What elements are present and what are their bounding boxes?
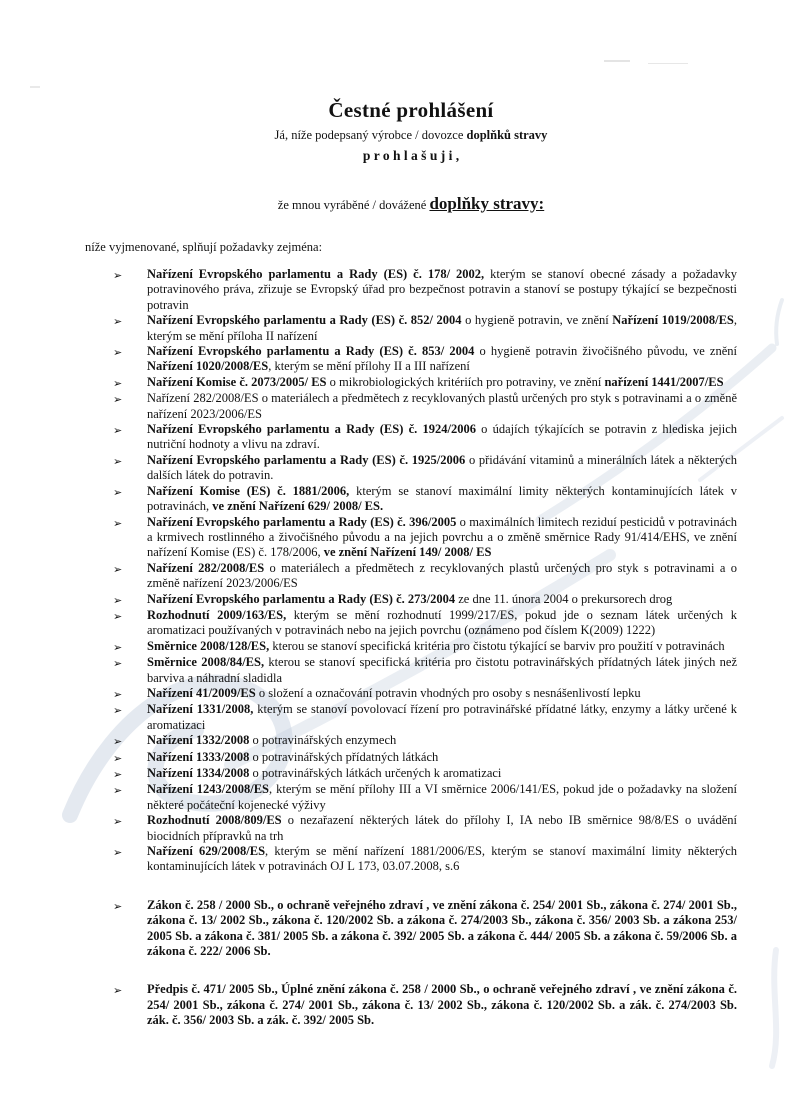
list-item-text: Nařízení Evropského parlamentu a Rady (ES) č. 852/ 2004 o hygieně potravin, ve znění Nařízení 1019/2008/ES, kterým se mění příloha II nařízení [147, 313, 738, 343]
list-item-text: Nařízení Komise č. 2073/2005/ ES o mikrobiologických kritériích pro potraviny, ve znění nařízení 1441/2007/ES [147, 374, 724, 389]
list-item [113, 702, 737, 733]
subject-prefix: že mnou vyráběné / dovážené [277, 198, 430, 212]
page-title: Čestné prohlášení [328, 98, 494, 122]
arrow-bullet-icon: ➢ [113, 846, 123, 860]
arrow-bullet-icon: ➢ [113, 269, 123, 282]
list-item-text: Nařízení Evropského parlamentu a Rady (ES) č. 178/ 2002, kterým se stanoví obecné zásady a požadavky potravinového práva, zřizuje se Evropský úřad pro bezpečnost potravin a stanoví se postupy týkající se bezpečnosti potravin [147, 267, 737, 312]
arrow-bullet-icon: ➢ [113, 376, 123, 390]
arrow-bullet-icon: ➢ [113, 657, 123, 671]
list-item-text: Nařízení 282/2008/ES o materiálech a předmětech z recyklovaných plastů určených pro styk s potravinami a o změně nařízení 2023/2006/ES [147, 560, 737, 591]
intro-emphasis: doplňků stravy [466, 128, 548, 142]
list-item-text: Nařízení Evropského parlamentu a Rady (ES) č. 273/2004 ze dne 11. února 2004 o prekursorech drog [147, 591, 673, 606]
arrow-bullet-icon: ➢ [113, 454, 123, 468]
list-item-text: Zákon č. 258 / 2000 Sb., o ochraně veřejného zdraví , ve znění zákona č. 254/ 2001 Sb., zákona č. 274/ 2001 Sb., zákona č. 13/ 2002 Sb., zákona č. 120/2002 Sb. a zákona č. 274/2003 Sb., zákona č. 356/ 2003 Sb. a zákona 253/ 2005 Sb. a zákona č. 381/ 2005 Sb. a zákona č. 392/ 2005 Sb. a zákona č. 444/ 2005 Sb. a zákona č. 59/2006 Sb. a zákona č. 222/ 2006 Sb. [147, 897, 737, 959]
list-item [113, 639, 737, 655]
list-item [113, 484, 737, 515]
list-item-text: Nařízení 1332/2008 o potravinářských enzymech [147, 733, 397, 748]
arrow-bullet-icon: ➢ [113, 593, 123, 607]
subject-line [85, 194, 737, 214]
list-item [113, 982, 737, 1028]
lead-text: níže vyjmenované, splňují požadavky zejména: [85, 240, 323, 254]
list-item-text: Nařízení 1243/2008/ES, kterým se mění přílohy III a VI směrnice 2006/141/ES, pokud jde o požadavky na složení některé počáteční kojenecké výživy [147, 782, 737, 812]
list-item-text: Nařízení Evropského parlamentu a Rady (ES) č. 1924/2006 o údajích týkajících se potravin z hlediska jejich nutriční hodnoty a vlivu na zdraví. [147, 422, 737, 452]
arrow-bullet-icon: ➢ [113, 562, 123, 576]
arrow-bullet-icon: ➢ [113, 784, 123, 798]
list-item [113, 422, 737, 453]
law-list [113, 898, 737, 1029]
list-item-text: Nařízení 1334/2008 o potravinářských látkách určených k aromatizaci [147, 766, 502, 780]
intro-prefix: Já, níže podepsaný výrobce / dovozce [274, 128, 467, 142]
list-item-text: Nařízení Evropského parlamentu a Rady (ES) č. 396/2005 o maximálních limitech reziduí pesticidů v potravinách a krmivech rostlinného a živočišného původu a na jejich povrchu a o změně směrnice Rady 91/414/EHS, ve znění nařízení Komise (ES) č. 178/2006, ve znění Nařízení 149/ 2008/ ES [147, 514, 737, 560]
list-item [113, 898, 737, 960]
list-item [113, 344, 737, 375]
declaration-line: p r o h l a š u j i , [362, 148, 460, 163]
list-item [113, 313, 737, 344]
arrow-bullet-icon: ➢ [113, 485, 123, 499]
list-item [113, 561, 737, 592]
list-item [113, 515, 737, 561]
list-item [113, 766, 737, 782]
list-item [113, 453, 737, 484]
list-item [113, 375, 737, 391]
list-item-text: Směrnice 2008/128/ES, kterou se stanoví specifická kritéria pro čistotu týkající se barviv pro použití v potravinách [147, 638, 725, 653]
list-item-text: Nařízení Komise (ES) č. 1881/2006, kterým se stanoví maximální limity některých kontaminujících látek v potravinách, ve znění Nařízení 629/ 2008/ ES. [147, 483, 737, 514]
list-item-text: Předpis č. 471/ 2005 Sb., Úplné znění zákona č. 258 / 2000 Sb., o ochraně veřejného zdraví , ve znění zákona č. 254/ 2001 Sb., zákona č. 274/ 2001 Sb., zákona č. 13/ 2002 Sb., zákona č. 120/2002 Sb. a zák. č. 274/2003 Sb. zák. č. 356/ 2003 Sb. a zák. č. 392/ 2005 Sb. [147, 982, 737, 1028]
arrow-bullet-icon: ➢ [113, 393, 123, 407]
arrow-bullet-icon: ➢ [113, 735, 123, 749]
arrow-bullet-icon: ➢ [113, 609, 123, 623]
intro-line [85, 128, 737, 143]
arrow-bullet-icon: ➢ [113, 815, 123, 829]
list-item-text: Nařízení 282/2008/ES o materiálech a předmětech z recyklovaných plastů určených pro styk s potravinami a o změně nařízení 2023/2006/ES [147, 391, 737, 421]
list-item [113, 750, 737, 766]
list-item [113, 813, 737, 844]
subject-emphasis: doplňky stravy: [429, 194, 545, 213]
list-item-text: Rozhodnutí 2008/809/ES o nezařazení některých látek do přílohy I, IA nebo IB směrnice 98/8/ES o uvádění biocidních přípravků na trh [147, 813, 737, 843]
arrow-bullet-icon: ➢ [113, 687, 123, 701]
list-item-text: Nařízení 41/2009/ES o složení a označování potravin vhodných pro osoby s nesnášenlivostí lepku [147, 685, 641, 700]
list-item [113, 844, 737, 875]
arrow-bullet-icon: ➢ [113, 704, 123, 718]
regulation-list [113, 267, 737, 875]
list-item [113, 733, 737, 749]
arrow-bullet-icon: ➢ [113, 346, 123, 360]
arrow-bullet-icon: ➢ [113, 899, 123, 913]
list-item-text: Nařízení Evropského parlamentu a Rady (ES) č. 1925/2006 o přidávání vitaminů a minerálních látek a některých dalších látek do potravin. [147, 452, 737, 483]
arrow-bullet-icon: ➢ [113, 984, 123, 998]
list-item [113, 686, 737, 702]
list-item [113, 592, 737, 608]
list-item [113, 608, 737, 639]
arrow-bullet-icon: ➢ [113, 516, 123, 530]
list-item-text: Směrnice 2008/84/ES, kterou se stanoví specifická kritéria pro čistotu potravinářských přídatných látek jiných než barviva a náhradní sladidla [147, 655, 738, 685]
list-item-text: Nařízení 1331/2008, kterým se stanoví povolovací řízení pro potravinářské přídatné látky, enzymy a látky určené k aromatizaci [147, 702, 738, 732]
arrow-bullet-icon: ➢ [113, 315, 123, 329]
list-item-text: Rozhodnutí 2009/163/ES, kterým se mění rozhodnutí 1999/217/ES, pokud jde o seznam látek určených k aromatizaci používaných v potravinách nebo na jejich povrchu (oznámeno pod číslem K(2009) 1222) [147, 607, 737, 638]
arrow-bullet-icon: ➢ [113, 640, 123, 654]
list-item [113, 655, 737, 686]
list-item [113, 391, 737, 422]
list-item [113, 782, 737, 813]
arrow-bullet-icon: ➢ [113, 768, 123, 781]
list-item-text: Nařízení 1333/2008 o potravinářských přídatných látkách [147, 749, 439, 764]
arrow-bullet-icon: ➢ [113, 424, 123, 438]
list-item-text: Nařízení 629/2008/ES, kterým se mění nařízení 1881/2006/ES, kterým se stanoví maximální limity některých kontaminujících látek v potravinách OJ L 173, 03.07.2008, s.6 [147, 844, 737, 874]
list-item [113, 267, 737, 313]
arrow-bullet-icon: ➢ [113, 751, 123, 765]
list-item-text: Nařízení Evropského parlamentu a Rady (ES) č. 853/ 2004 o hygieně potravin živočišného původu, ve znění Nařízení 1020/2008/ES, kterým se mění přílohy II a III nařízení [147, 344, 737, 374]
